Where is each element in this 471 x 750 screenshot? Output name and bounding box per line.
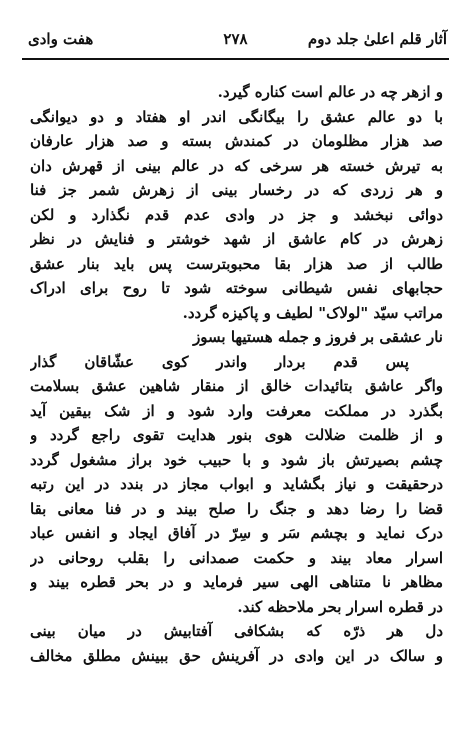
text-line: در قطره اسرار بحر ملاحظه کند. [237,597,443,616]
text-line: درک نماید و بچشم سَر و سِرّ در آفاق ایجاد و انفس عباد [30,524,443,542]
page-number: ۲۷۸ [223,30,248,48]
book-title: آثار قلم اعلیٰ جلد دوم [307,30,447,48]
poem-line: پس قدم بردار واندر کوی عشّاقان گذار [30,352,409,371]
text-line: صد هزار مظلومان در کمندش بسته و صد هزار عارفان [30,132,443,150]
text-line: بگذرد در مملکت معرفت وارد شود و از شک بیقین آید [30,401,443,420]
poem-line: نار عشقی بر فروز و جمله هستیها بسوز [193,328,443,346]
text-line: و سالک در این وادی در آفرینش حق ببینش مطلق مخالف [30,646,443,665]
text-line: قضا را رضا دهد و جنگ را صلح بیند و در فنا معانی بقا [30,499,443,518]
page-body [30,80,443,668]
text-line: دوائی نبخشد و جز در وادی عدم قدم نگذارد و لکن [30,205,443,224]
text-line: مراتب سیّد "لولاک" لطیف و پاکیزه گردد. [182,303,443,322]
text-line: و هر زردی که در رخسار بینی از زهرش شمر جز فنا [30,181,443,199]
poem-line: دل هر ذرّه که بشکافی آفتابیش در میان بینی [30,622,443,640]
poem-line: با دو عالم عشق را بیگانگی اندر او هفتاد و دو دیوانگی [30,107,443,126]
page-header [22,28,449,60]
text-line: و ازهر چه در عالم است کناره گیرد. [217,83,443,101]
text-line: چشم بصیرتش باز شود و با حبیب خود براز مشغول گردد [30,450,443,469]
text-line: زهرش در کام عاشق از شهد خوشتر و فنایش در نظر [30,230,443,248]
text-line: اسرار معاد بیند و حکمت صمدانی را بقلب روحانی در [30,548,443,567]
text-line: مظاهر نا متناهی الهی سیر فرماید و در بحر قطره بیند و [30,573,443,591]
text-line: درحقیقت و نیاز بگشاید و ابواب مجاز در بندد در این رتبه [30,475,443,493]
text-line: حجابهای نفس شیطانی سوخته شود تا روح برای ادراک [30,279,443,297]
chapter-title: هفت وادی [28,30,94,48]
text-line: به تیرش خسته هر سرخی که در عالم بینی از قهرش دان [30,156,443,175]
text-line: و از ظلمت ضلالت هوی بنور هدایت تقوی راجع گردد و [30,426,443,444]
text-line: واگر عاشق بتائیدات خالق از منقار شاهین عشق بسلامت [30,377,443,395]
text-line: طالب از صد هزار بقا محبوبترست پس باید بنار عشق [30,254,443,273]
